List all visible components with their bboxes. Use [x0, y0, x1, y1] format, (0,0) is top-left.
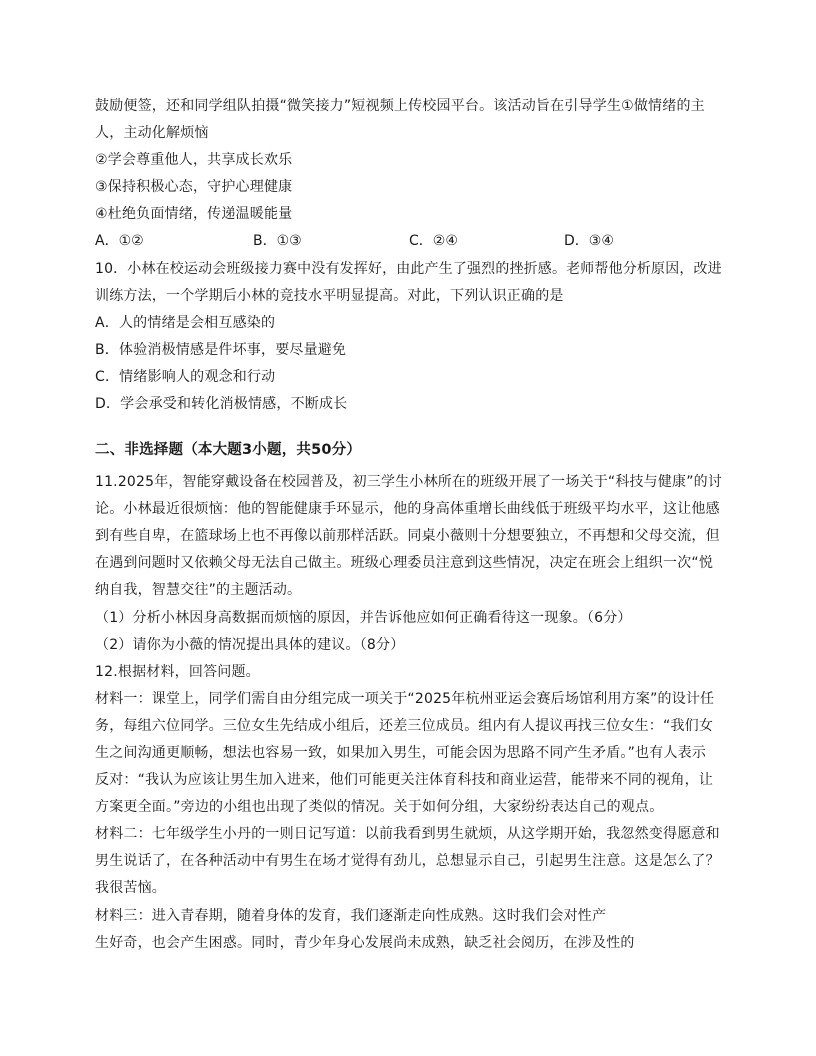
q12-material-3-line-1: 材料三：进入青春期，随着身体的发育，我们逐渐走向性成熟。这时我们会对性产 [95, 908, 607, 924]
q12-material-1-line-5: 方案更全面。”旁边的小组也出现了类似的情况。关于如何分组，大家纷纷表达自己的观点。 [95, 799, 664, 815]
q9-line-1: 鼓励便签，还和同学组队拍摄“微笑接力”短视频上传校园平台。该活动旨在引导学生①做情绪的主 [95, 98, 705, 114]
q12-material-1-line-3: 生之间沟通更顺畅，想法也容易一致，如果加入男生，可能会因为思路不同产生矛盾。”也有人表示 [95, 745, 707, 761]
q9-statement-4: ④杜绝负面情绪，传递温暖能量 [95, 206, 293, 222]
q11-line-5: 纳自我，智慧交往”的主题活动。 [95, 582, 302, 598]
q9-option-d: D．③④ [564, 233, 614, 249]
q10-stem-line-1: 10．小林在校运动会班级接力赛中没有发挥好，由此产生了强烈的挫折感。老师帮他分析原因，改进 [95, 261, 722, 277]
q9-option-a: A．①② [95, 233, 144, 249]
q11-subquestion-1: （1）分析小林因身高数据而烦恼的原因，并告诉他应如何正确看待这一现象。（6分） [95, 610, 632, 626]
q11-line-2: 论。小林最近很烦恼：他的智能健康手环显示，他的身高体重增长曲线低于班级平均水平，这让他感 [95, 501, 720, 517]
q10-option-d: D．学会承受和转化消极情感，不断成长 [95, 396, 348, 412]
q11-subquestion-2: （2）请你为小薇的情况提出具体的建议。（8分） [95, 637, 405, 653]
q12-intro: 12.根据材料，回答问题。 [95, 664, 260, 680]
q12-material-2-line-3: 我很苦恼。 [95, 880, 166, 896]
q12-material-1-line-4: 反对：“我认为应该让男生加入进来，他们可能更关注体育科技和商业运营，能带来不同的视角，让 [95, 772, 714, 788]
q12-material-2-line-2: 男生说话了，在各种活动中有男生在场才觉得有劲儿，总想显示自己，引起男生注意。这是怎么了？ [95, 853, 720, 869]
q12-material-3-line-2: 生好奇，也会产生困惑。同时，青少年身心发展尚未成熟，缺乏社会阅历，在涉及性的 [95, 935, 635, 951]
q9-option-c: C．②④ [409, 233, 458, 249]
q9-statement-2: ②学会尊重他人，共享成长欢乐 [95, 152, 293, 168]
q11-line-4: 在遇到问题时又依赖父母无法自己做主。班级心理委员注意到这些情况，决定在班会上组织一次“悦 [95, 555, 714, 571]
q12-material-2-line-1: 材料二：七年级学生小丹的一则日记写道：以前我看到男生就烦，从这学期开始，我忽然变得愿意和 [95, 826, 720, 842]
q11-line-3: 到有些自卑，在篮球场上也不再像以前那样活跃。同桌小薇则十分想要独立，不再想和父母交流，但 [95, 528, 720, 544]
q9-statement-3: ③保持积极心态，守护心理健康 [95, 179, 293, 195]
q10-stem-line-2: 训练方法，一个学期后小林的竞技水平明显提高。对此，下列认识正确的是 [95, 288, 564, 304]
q11-line-1: 11.2025年，智能穿戴设备在校园普及，初三学生小林所在的班级开展了一场关于“科技与健康”的讨 [95, 474, 722, 490]
q10-option-c: C．情绪影响人的观念和行动 [95, 369, 276, 385]
q9-option-b: B．①③ [253, 233, 302, 249]
q9-line-2: 人，主动化解烦恼 [95, 125, 209, 141]
q12-material-1-line-1: 材料一：课堂上，同学们需自由分组完成一项关于“2025年杭州亚运会赛后场馆利用方案”的设计任 [95, 691, 715, 707]
q12-material-1-line-2: 务，每组六位同学。三位女生先结成小组后，还差三位成员。组内有人提议再找三位女生：“我们女 [95, 718, 714, 734]
q10-option-a: A．人的情绪是会相互感染的 [95, 315, 276, 331]
section-heading: 二、非选择题（本大题3小题，共50分） [95, 442, 362, 458]
q10-option-b: B．体验消极情感是件坏事，要尽量避免 [95, 342, 347, 358]
